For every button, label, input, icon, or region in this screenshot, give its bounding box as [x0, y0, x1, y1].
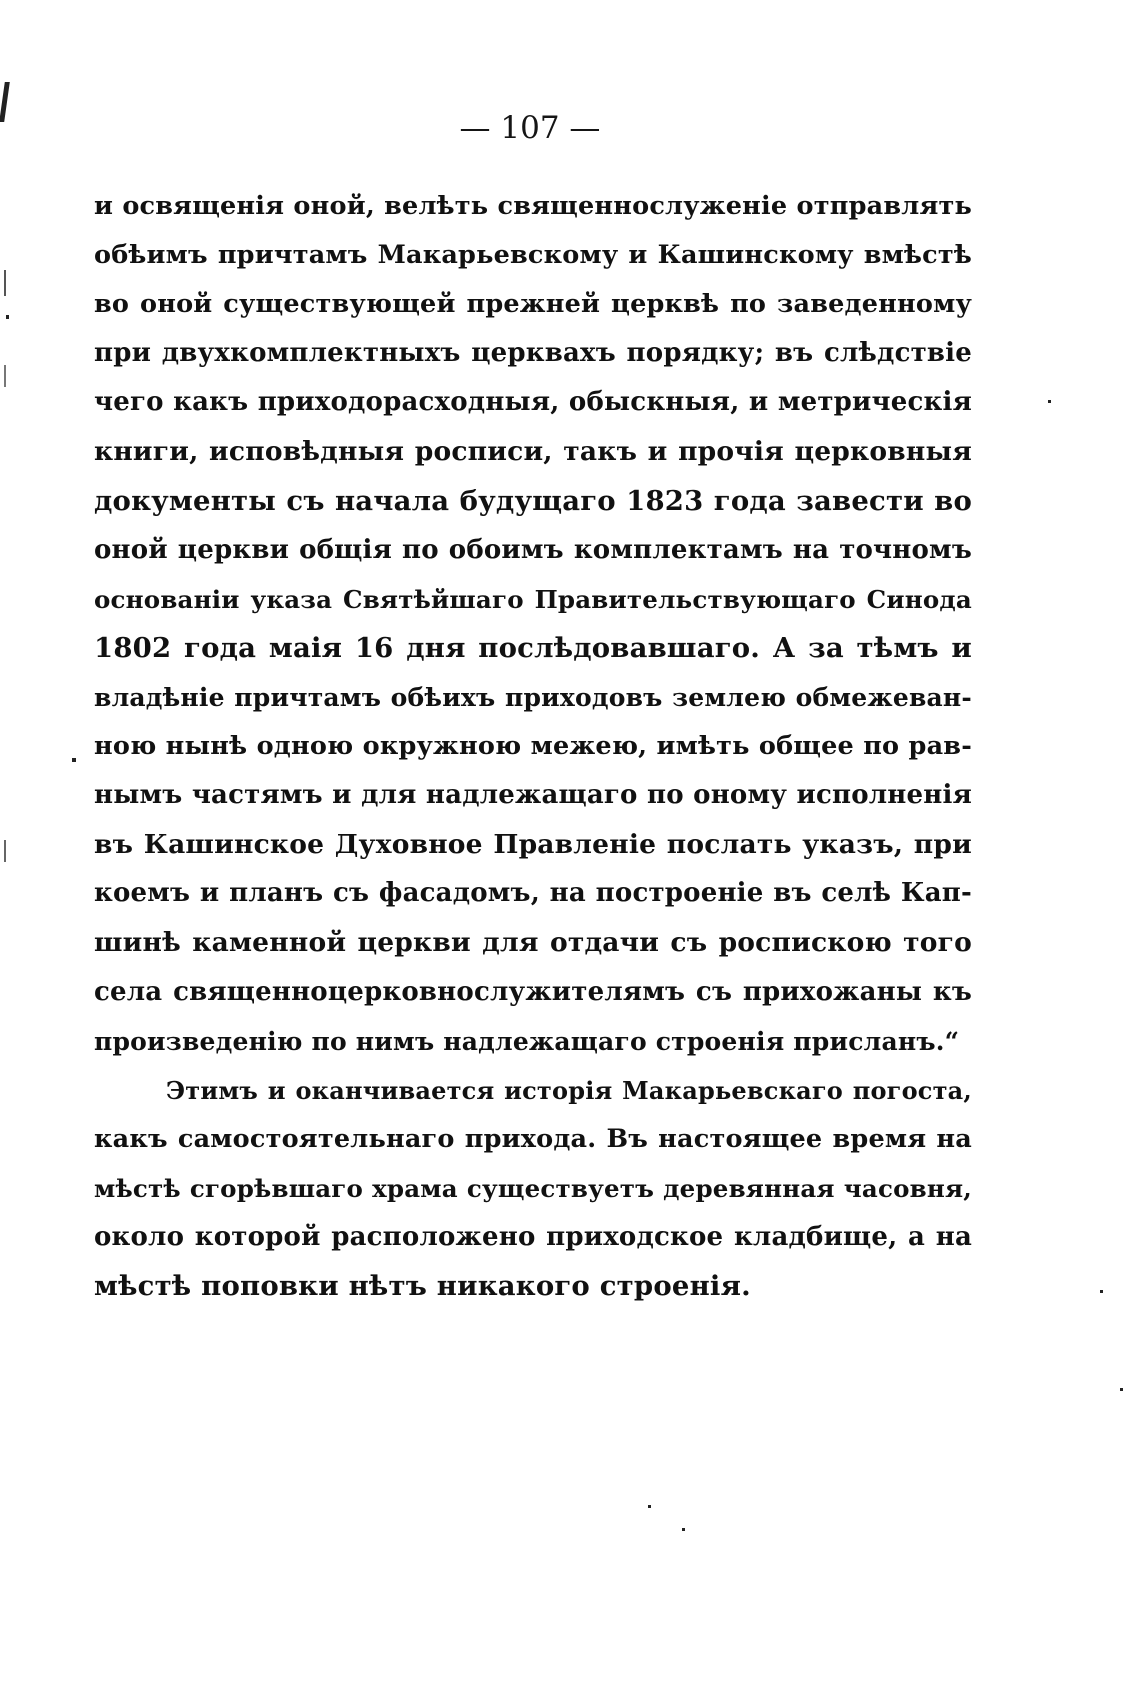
text-line: села священноцерковнослужителямъ съ прихожаны къ [94, 976, 972, 1007]
scan-speck [1100, 1290, 1103, 1293]
text-line: коемъ и планъ съ фасадомъ, на построеніе въ селѣ Кап- [94, 878, 972, 909]
text-line: обѣимъ причтамъ Макарьевскому и Кашинскому вмѣстѣ [94, 240, 972, 271]
scan-edge-mark [4, 840, 6, 862]
scan-speck [1048, 400, 1051, 403]
scan-speck [72, 758, 76, 762]
paragraph [94, 182, 972, 1066]
text-line: мѣстѣ поповки нѣтъ никакого строенія. [94, 1270, 751, 1303]
text-line: 1802 года маія 16 дня послѣдовавшаго. А за тѣмъ и [94, 631, 972, 664]
text-line: документы съ начала будущаго 1823 года завести во [94, 484, 972, 517]
text-line: мѣстѣ сгорѣвшаго храма существуетъ деревянная часовня, [94, 1173, 972, 1203]
page-number: — 107 — [459, 110, 601, 146]
text-line: и освященія оной, велѣть священнослуженіе отправлять [94, 191, 972, 221]
scan-edge-mark [4, 270, 6, 296]
text-line: ною нынѣ одною окружною межею, имѣть общее по рав- [94, 731, 972, 762]
text-line: произведенію по нимъ надлежащаго строенія присланъ.“ [94, 1026, 960, 1056]
scan-edge-mark [4, 365, 6, 387]
text-line: при двухкомплектныхъ церквахъ порядку; въ слѣдствіе [94, 338, 972, 369]
scan-speck [1120, 1388, 1123, 1391]
text-line: нымъ частямъ и для надлежащаго по оному исполненія [94, 780, 972, 811]
scan-speck [682, 1528, 685, 1531]
text-line: около которой расположено приходское кладбище, а на [94, 1221, 972, 1252]
text-line: какъ самостоятельнаго прихода. Въ настоящее время на [94, 1123, 972, 1154]
text-line: оной церкви общія по обоимъ комплектамъ на точномъ [94, 534, 972, 565]
paragraph [94, 1066, 972, 1311]
text-line: книги, исповѣдныя росписи, такъ и прочія церковныя [94, 436, 972, 468]
scan-speck [6, 315, 9, 319]
text-line: во оной существующей прежней церквѣ по заведенному [94, 289, 972, 320]
text-line: въ Кашинское Духовное Правленіе послать указъ, при [94, 829, 972, 861]
text-line: основаніи указа Святѣйшаго Правительствующаго Синода [94, 584, 972, 614]
text-line: Этимъ и оканчивается исторія Макарьевскаго погоста, [166, 1075, 972, 1105]
text-line: чего какъ приходорасходныя, обыскныя, и метрическія [94, 387, 972, 418]
text-line: владѣніе причтамъ обѣихъ приходовъ землею обмежеван- [94, 682, 972, 712]
body-text [94, 182, 972, 1311]
scan-speck [648, 1505, 651, 1508]
text-line: шинѣ каменной церкви для отдачи съ роспискою того [94, 927, 972, 959]
